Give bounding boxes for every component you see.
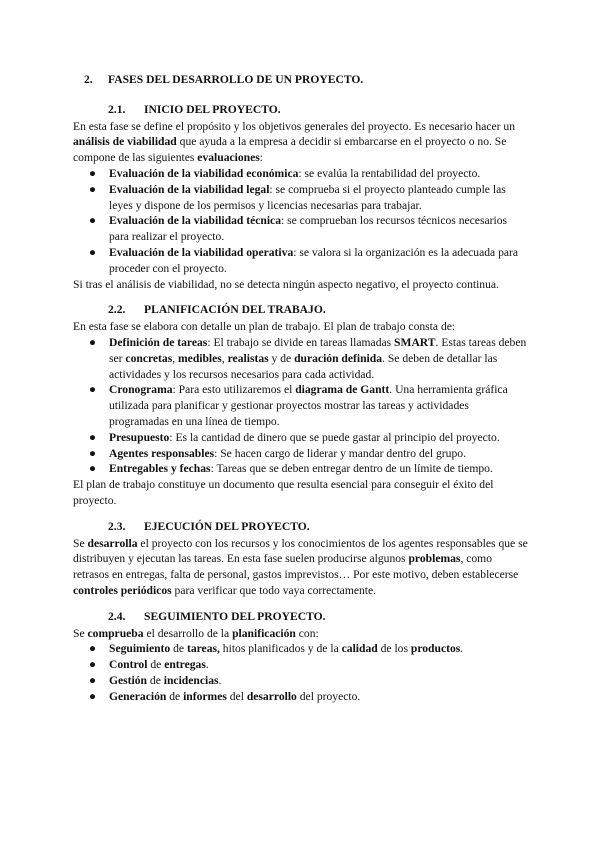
inicio-closing: Si tras el análisis de viabilidad, no se detecta ningún aspecto negativo, el proyecto continua. xyxy=(73,277,499,291)
list-item: ● Cronograma: Para esto utilizaremos el diagrama de Gantt. Una herramienta gráfica utilizada para planificar y gestionar proyectos mostrar las tareas y actividades programadas en una línea de tiempo. xyxy=(89,383,508,428)
list-item: ● Evaluación de la viabilidad operativa: se valora si la organización es la adecuada para proceder con el proyecto. xyxy=(89,245,519,275)
bullet-icon: ● xyxy=(89,462,97,476)
list-item: ● Evaluación de la viabilidad legal: se comprueba si el proyecto planteado cumple las leyes y dispone de los permisos y licencias necesarias para trabajar. xyxy=(89,182,506,212)
document-page xyxy=(73,72,528,704)
bullet-icon: ● xyxy=(89,214,97,228)
bullet-icon: ● xyxy=(89,446,97,460)
list-item: ● Entregables y fechas: Tareas que se deben entregar dentro de un límite de tiempo. xyxy=(89,462,493,476)
planificacion-intro: En esta fase se elabora con detalle un plan de trabajo. El plan de trabajo consta de: xyxy=(73,320,456,334)
ejecucion-paragraph: Se desarrolla el proyecto con los recursos y los conocimientos de los agentes responsables que se distribuyen y ejecutan las tareas. En esta fase suelen producirse algunos problemas, como retrasos en entregas, falta de personal, gastos imprevistos… Por este motivo, deben establecerse controles periódicos para verificar que todo vaya correctamente. xyxy=(73,536,528,597)
bullet-icon: ● xyxy=(89,689,97,703)
section-number: 2. xyxy=(84,73,93,86)
bullet-icon: ● xyxy=(89,383,97,397)
list-item: ● Evaluación de la viabilidad técnica: se comprueban los recursos técnicos necesarios para realizar el proyecto. xyxy=(89,214,507,244)
subsection-title: PLANIFICACIÓN DEL TRABAJO. xyxy=(144,303,326,317)
subsection-heading-ejecucion xyxy=(108,519,528,535)
subsection-heading-inicio xyxy=(108,102,528,118)
section-title: FASES DEL DESARROLLO DE UN PROYECTO. xyxy=(108,73,364,86)
bullet-icon: ● xyxy=(89,673,97,687)
subsection-number: 2.4. xyxy=(108,609,126,623)
subsection-title: EJECUCIÓN DEL PROYECTO. xyxy=(144,519,310,533)
list-item: ● Presupuesto: Es la cantidad de dinero que se puede gastar al principio del proyecto. xyxy=(89,430,500,444)
inicio-intro: En esta fase se define el propósito y los objetivos generales del proyecto. Es necesario hacer un análisis de viabilidad que ayuda a la empresa a decidir si embarcarse en el proyecto o no. Se compone de las siguientes evaluaciones: xyxy=(73,119,516,165)
viability-list xyxy=(73,166,528,277)
section-heading xyxy=(84,72,528,88)
bullet-icon: ● xyxy=(89,658,97,672)
list-item: ● Control de entregas. xyxy=(89,658,209,672)
subsection-title: INICIO DEL PROYECTO. xyxy=(144,102,281,116)
list-item: ● Seguimiento de tareas, hitos planificados y de la calidad de los productos. xyxy=(89,642,464,656)
subsection-title: SEGUIMIENTO DEL PROYECTO. xyxy=(144,609,326,623)
subsection-heading-seguimiento xyxy=(108,609,528,625)
subsection-number: 2.2. xyxy=(108,303,126,317)
seguimiento-intro: Se comprueba el desarrollo de la planificación con: xyxy=(73,626,319,640)
list-item: ● Definición de tareas: El trabajo se divide en tareas llamadas SMART. Estas tareas deben ser concretas, medibles, realistas y de duración definida. Se deben de detallar las actividades y los recursos necesarios para cada actividad. xyxy=(89,335,527,381)
list-item: ● Generación de informes del desarrollo del proyecto. xyxy=(89,689,361,703)
seguimiento-list xyxy=(73,641,528,704)
bullet-icon: ● xyxy=(89,335,97,349)
subsection-heading-planificacion xyxy=(108,302,528,318)
bullet-icon: ● xyxy=(89,642,97,656)
subsection-number: 2.1. xyxy=(108,102,126,116)
bullet-icon: ● xyxy=(89,245,97,259)
planificacion-closing: El plan de trabajo constituye un documento que resulta esencial para conseguir el éxito del proyecto. xyxy=(73,478,494,507)
subsection-number: 2.3. xyxy=(108,519,126,533)
bullet-icon: ● xyxy=(89,166,97,180)
list-item: ● Gestión de incidencias. xyxy=(89,673,222,687)
bullet-icon: ● xyxy=(89,182,97,196)
bullet-icon: ● xyxy=(89,430,97,444)
plan-list xyxy=(73,335,528,477)
list-item: ● Evaluación de la viabilidad económica: se evalúa la rentabilidad del proyecto. xyxy=(89,166,481,180)
list-item: ● Agentes responsables: Se hacen cargo de liderar y mandar dentro del grupo. xyxy=(89,446,466,460)
